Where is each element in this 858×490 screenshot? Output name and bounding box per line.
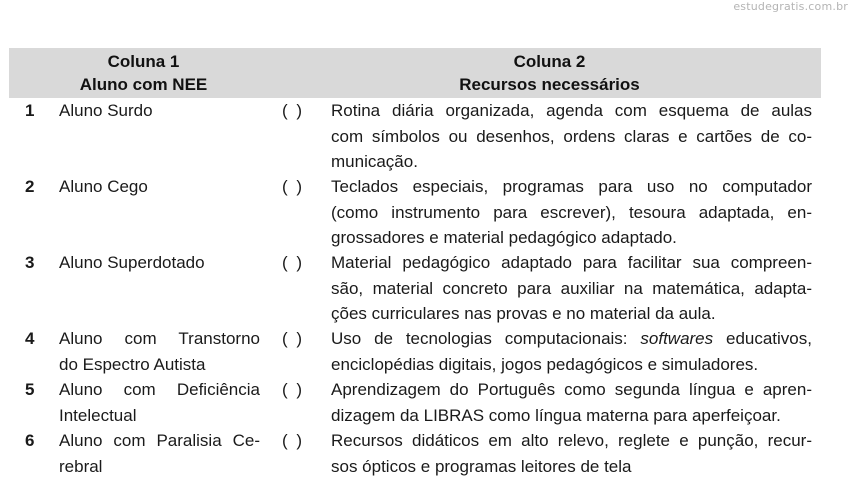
row-recurso: Uso de tecnologias computacionais: softwares educativos, enciclopédias digitais, jogos pedagógicos e simuladores. xyxy=(331,329,812,374)
table-row xyxy=(9,250,821,326)
question-table xyxy=(9,48,821,479)
row-aluno: Aluno com Deficiência Intelectual xyxy=(59,380,260,425)
answer-blank: ( ) xyxy=(282,329,305,348)
header-col1-subtitle: Aluno com NEE xyxy=(79,75,208,94)
answer-blank: ( ) xyxy=(282,431,305,450)
row-aluno: Aluno Superdotado xyxy=(59,253,205,272)
row-aluno: Aluno com Transtorno do Espectro Autista xyxy=(59,329,260,374)
header-col1-title: Coluna 1 xyxy=(107,52,180,71)
row-recurso: Aprendizagem do Português como segunda língua e apren- dizagem da LIBRAS como língua materna para aperfeiçoar. xyxy=(331,380,812,425)
row-number: 6 xyxy=(25,431,35,450)
row-recurso: Teclados especiais, programas para uso no computador (como instrumento para escrever), tesoura adaptada, en- grossadores e material pedagógico adaptado. xyxy=(331,177,812,247)
row-number: 5 xyxy=(25,380,35,399)
watermark: estudegratis.com.br xyxy=(733,0,848,13)
table-header xyxy=(9,48,821,98)
header-col2-subtitle: Recursos necessários xyxy=(459,75,640,94)
answer-blank: ( ) xyxy=(282,101,305,120)
row-number: 1 xyxy=(25,101,35,120)
header-col2 xyxy=(278,50,821,96)
row-aluno: Aluno Cego xyxy=(59,177,148,196)
header-col1 xyxy=(9,50,278,96)
row-aluno: Aluno Surdo xyxy=(59,101,153,120)
row-number: 4 xyxy=(25,329,35,348)
answer-blank: ( ) xyxy=(282,380,305,399)
table-row xyxy=(9,98,821,174)
row-number: 2 xyxy=(25,177,35,196)
row-recurso: Recursos didáticos em alto relevo, reglete e punção, recur- sos ópticos e programas leitores de tela xyxy=(331,431,812,476)
row-number: 3 xyxy=(25,253,35,272)
row-recurso: Rotina diária organizada, agenda com esquema de aulas com símbolos ou desenhos, ordens claras e cartões de co- municação. xyxy=(331,101,812,171)
table-row xyxy=(9,326,821,377)
table-row xyxy=(9,377,821,428)
row-aluno: Aluno com Paralisia Ce- rebral xyxy=(59,431,260,476)
table-row xyxy=(9,174,821,250)
header-col2-title: Coluna 2 xyxy=(513,52,586,71)
answer-blank: ( ) xyxy=(282,177,305,196)
answer-blank: ( ) xyxy=(282,253,305,272)
row-recurso: Material pedagógico adaptado para facilitar sua compreen- são, material concreto para auxiliar na matemática, adapta- ções curriculares nas provas e no material da aula. xyxy=(331,253,812,323)
table-row xyxy=(9,428,821,479)
